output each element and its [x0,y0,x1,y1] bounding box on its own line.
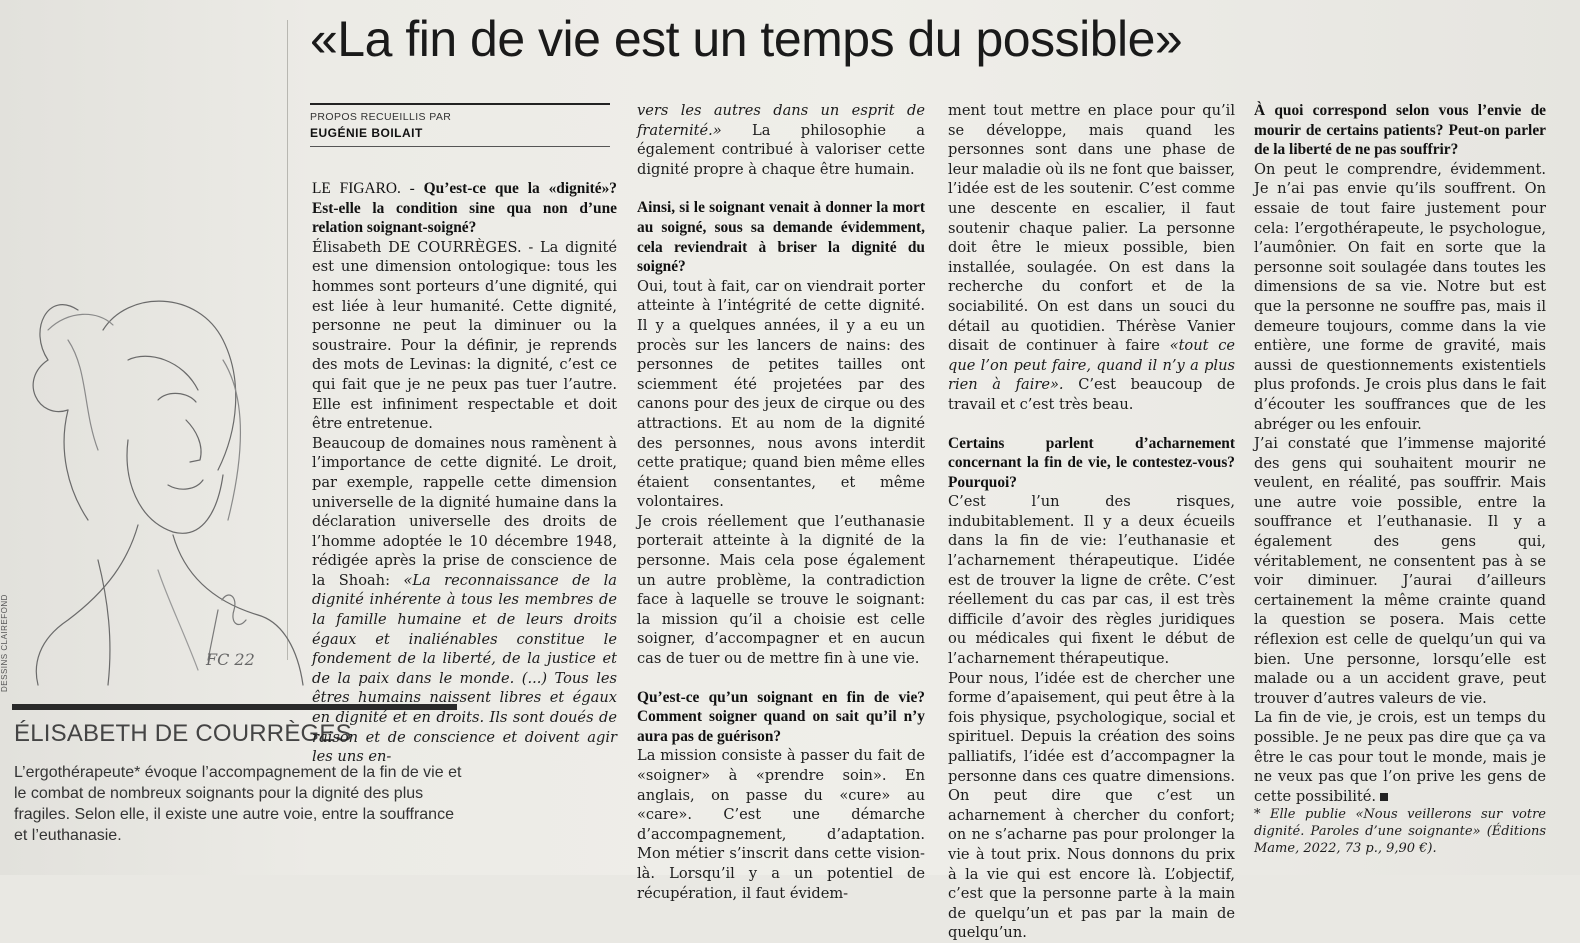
answer-8: Pour nous, l’idée est de chercher une forme d’apaisement, qui peut être à la fois physique, psychologique, social et spirituel. Depuis la création des soins palliatifs, l’idée est d’accompagner la personne dans ces quatre dimensions. On peut dire que c’est un acharnement à chercher du confort; on ne s’acharne pas pour prolonger la vie à tout prix. Nous donnons du prix à la vie qui est encore là. L’objectif, c’est que la personne parte à la main de quelqu’un et pas par la main de quelqu’un. [948,669,1235,942]
end-mark-icon [1380,793,1388,801]
article-column-3 [948,101,1235,943]
question-4: Certains parlent d’acharnement concernant la fin de vie, le contestez-vous? Pourquoi? [948,434,1235,491]
answer-2: Beaucoup de domaines nous ramènent à l’importance de cette dignité. Le droit, par exemple, rappelle cette dimension universelle de la dignité humaine dans la déclaration universelle des droits de l’homme adoptée le 10 décembre 1948, rédigée après la prise de conscience de la Shoah: [312,434,617,589]
answer-11: La fin de vie, je crois, est un temps du possible. Je ne peux pas dire que ça va être le cas pour tout le monde, mais je ne veux pas que l’on prive les gens de cette possibilité. [1254,709,1546,805]
question-1-text: Qu’est-ce que la «dignité»? Est-elle la condition sine qua non d’une relation soignant-soigné? [312,180,617,237]
question-2: Ainsi, si le soignant venait à donner la mort au soigné, sous sa demande évidemment, cela reviendrait à briser la dignité du soigné? [637,199,925,276]
answer-4: Oui, tout à fait, car on viendrait porter atteinte à l’intégrité de cette dignité. Il y a quelques années, il y a eu un procès sur les lancers de nains: des personnes de petites tailles ont sciemment été projetées par des canons pour des jeux de cirque ou des attractions. Et au nom de la dignité des personnes, nous avons interdit cette pratique; quand bien même elles étaient consentantes, et même volontaires. [637,277,925,511]
portrait-signature: FC 22 [206,650,255,669]
answer-6: La mission consiste à passer du fait de «soigner» à «prendre soin». En anglais, on passe du «cure» au «care». C’est une démarche d’accompagnement, d’adaptation. Mon métier s’inscrit dans cette vision-là. Lorsqu’il y a un potentiel de récupération, il faut évidem- [637,747,925,902]
question-5: À quoi correspond selon vous l’envie de mourir de certains patients? Peut-on parler de la liberté de ne pas souffrir? [1254,102,1546,159]
answer-11-para [1254,708,1546,806]
byline-author: EUGÉNIE BOILAIT [310,126,423,140]
answer-5: Je crois réellement que l’euthanasie porterait atteinte à la dignité de la personne. Mais cela pose également un autre problème, la contradiction face à laquelle se trouve le soignant: la mission qu’il a choisie est celle soigner, d’accompagner et en aucun cas de tuer ou de mettre fin à une vie. [637,512,925,668]
answer-9: On peut le comprendre, évidemment. Je n’ai pas envie qu’ils souffrent. On essaie de tout faire justement pour cela: l’ergothérapeute, le psychologue, l’aumônier. On fait en sorte que la personne soit soulagée dans toutes les dimensions de sa vie. Notre but est que la personne ne souffre pas, mais il demeure toujours, comme dans la vie entière, une forme de gravité, mais aussi de questionnements existentiels plus profonds. Je crois plus dans le fait d’écouter les souffrances que de les abréger ou les enfouir. [1254,160,1546,433]
declaration-quote: «La reconnaissance de la dignité inhérente à tous les membres de la famille humaine et de leurs droits égaux et inaliénables constitue le fondement de la liberté, de la justice et de la paix dans le monde. (...) Tous les êtres humains naissent libres et égaux en dignité et en droits. Ils sont doués de raison et de conscience et doivent agir les uns en- [312,571,617,766]
question-1 [312,179,617,238]
interviewee-name: ÉLISABETH DE COURRÈGES [14,720,352,747]
declaration-quote-end: vers les autres dans un esprit de fraternité.» [637,102,925,139]
answer-speaker: Élisabeth DE COURRÈGES. - [312,238,540,256]
vanier-quote: «tout ce que l’on peut faire, quand il n’y a plus rien à faire». [948,337,1236,394]
article-column-1 [312,179,617,767]
answer-10: J’ai constaté que l’immense majorité des gens qui souhaitent mourir ne veulent, en réalité, pas souffrir. Mais une autre voie possible, entre la souffrance et l’euthanasie. Il y a également des gens qui, véritablement, ne consentent pas à se voir diminuer. J’aurai d’ailleurs certainement la même crainte quand la question se posera. Mais cette réflexion est celle de quelqu’un qui va bien. Une personne, lorsqu’elle est malade ou a un accident grave, peut trouver d’autres valeurs de vie. [1254,435,1546,707]
article-headline: «La fin de vie est un temps du possible» [310,11,1183,67]
portrait-sketch [8,270,308,690]
answer-1: La dignité est une dimension ontologique: tous les hommes sont porteurs d’une dignité, qui est liée à leur humanité. Cette dignité, personne ne peut la diminuer ou la soustraire. Pour la définir, je reprends des mots de Levinas: la dignité, c’est ce qui fait que je ne peux pas tuer l’autre. Elle est infiniment respectable et doit être entretenue. [312,238,617,433]
illustration-credit: DESSINS CLAIREFOND [0,594,9,692]
answer-7: C’est l’un des risques, indubitablement. Il y a deux écueils dans la fin de vie: l’euthanasie et l’acharnement thérapeutique. L’idée est de trouver la ligne de crête. C’est réellement du cas par cas, il est très difficile d’avoir des règles juridiques ou médicales qui fixent le début de l’acharnement thérapeutique. [948,493,1235,668]
footnote: * Elle publie «Nous veillerons sur votre dignité. Paroles d’une soignante» (Éditions Mame, 2022, 73 p., 9,90 €). [1254,807,1546,857]
question-3: Qu’est-ce qu’un soignant en fin de vie? Comment soigner quand on sait qu’il n’y aura pas de guérison? [637,688,925,745]
interviewee-intro: L’ergothérapeute* évoque l’accompagnement de la fin de vie et le combat de nombreux soignants pour la dignité des plus fragiles. Selon elle, il existe une autre voie, entre la souffrance et l’euthanasie. [14,764,462,844]
question-1-lead: LE FIGARO. - [312,180,424,197]
answer-6-end: ment tout mettre en place pour qu’il se développe, mais quand les personnes sont dans une phase de leur maladie où ils ne font que baisser, l’idée est de les soutenir. C’est comme une descente en escalier, il faut soutenir chaque palier. La personne doit être le mieux possible, bien installée, soulagée. On est dans la recherche du confort et de la sociabilité. On est dans un souci du détail au quotidien. Thérèse Vanier disait de continuer à faire [948,102,1235,355]
answer-2-para [312,434,617,767]
byline [310,103,610,147]
answer-3: La philosophie a également contribué à valoriser cette dignité propre à chaque être humain. [637,121,925,178]
article-column-2 [637,101,925,903]
article-column-4 [1254,101,1546,857]
byline-label: PROPOS RECUEILLIS PAR [310,111,452,123]
answer-6-tail: C’est beaucoup de travail et c’est très beau. [948,376,1235,413]
